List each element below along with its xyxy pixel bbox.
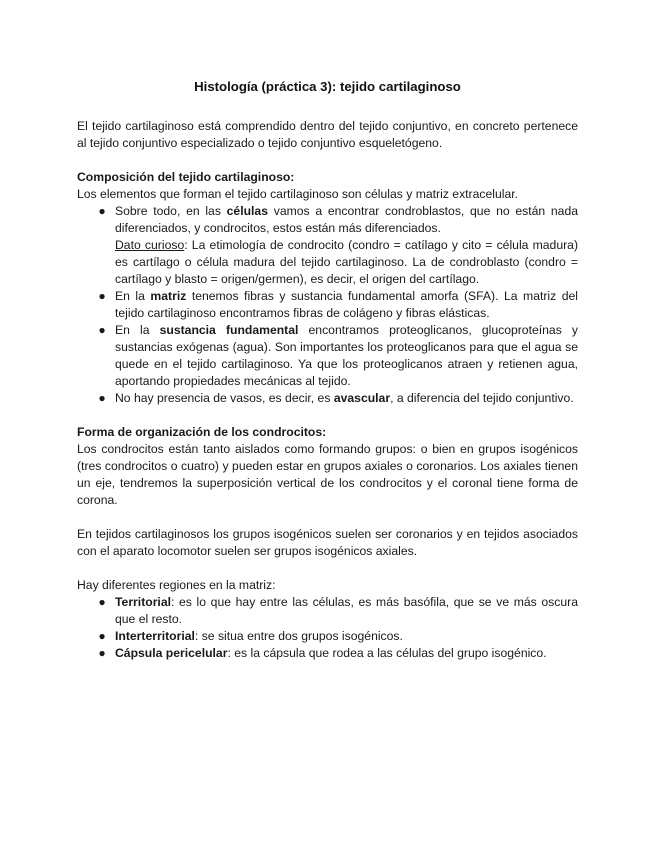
list-item: ● En la sustancia fundamental encontramos proteoglicanos, glucoproteínas y sustancias exógenas (agua). Son importantes los proteoglicanos para que el agua se quede en el tejido cartilaginoso. Ya que los proteoglicanos atraen y retienen agua, aportando propiedades mecánicas al tejido. (98, 323, 578, 388)
page-title: Histología (práctica 3): tejido cartilaginoso (194, 79, 461, 94)
list-item: ● En la matriz tenemos fibras y sustancia fundamental amorfa (SFA). La matriz del tejido cartilaginoso encontramos fibras de colágeno y fibras elásticas. (98, 289, 578, 320)
list-item: ● Territorial: es lo que hay entre las células, es más basófila, que se ve más oscura que el resto. (98, 595, 578, 626)
composition-heading: Composición del tejido cartilaginoso: (77, 170, 295, 184)
term-matriz: matriz (150, 289, 187, 303)
bullet-icon: ● (98, 204, 106, 218)
composition-list (77, 203, 578, 407)
bullet-icon: ● (98, 646, 106, 660)
term-avascular: avascular (333, 391, 391, 405)
list-item: ● Sobre todo, en las células vamos a encontrar condroblastos, que no están nada diferenciados, y condrocitos, estos están más diferenciados. Dato curioso: La etimología de condrocito (condro = catílago y cito = célula madura) es cartílago o célula madura del tejido cartilaginoso. La de condroblasto (condro = cartílago y blasto = origen/germen), es decir, el origen del cartílago. (98, 204, 579, 286)
term-interterritorial: Interterritorial (115, 629, 195, 643)
organization-heading: Forma de organización de los condrocitos: (77, 425, 327, 439)
list-item: ● No hay presencia de vasos, es decir, es avascular, a diferencia del tejido conjuntivo. (98, 391, 574, 405)
bullet-icon: ● (98, 595, 106, 609)
note-label: Dato curioso (115, 238, 185, 252)
list-item: ● Interterritorial: se situa entre dos grupos isogénicos. (98, 629, 403, 643)
bullet-icon: ● (98, 391, 106, 405)
regions-lead: Hay diferentes regiones en la matriz: (77, 578, 276, 592)
term-sustancia-fundamental: sustancia fundamental (159, 323, 299, 337)
intro-paragraph: El tejido cartilaginoso está comprendido dentro del tejido conjuntivo, en concreto pertenece al tejido conjuntivo especializado o tejido conjuntivo esqueletógeno. (77, 119, 578, 150)
term-celulas: células (226, 204, 268, 218)
composition-lead: Los elementos que forman el tejido cartilaginoso son células y matriz extracelular. (77, 187, 519, 201)
document-content (77, 78, 578, 662)
note-text: : La etimología de condrocito (condro = catílago y cito = célula madura) es cartílago o célula madura del tejido cartilaginoso. La de condroblasto (condro = cartílago y blasto = origen/germen), es decir, el origen del cartílago. (115, 238, 579, 286)
term-territorial: Territorial (115, 595, 171, 609)
bullet-icon: ● (98, 629, 106, 643)
organization-paragraph-1: Los condrocitos están tanto aislados como formando grupos: o bien en grupos isogénicos (tres condrocitos o cuatro) y pueden estar en grupos axiales o coronarios. Los axiales tienen un eje, tendremos la superposición vertical de los condrocitos y el coronal tiene forma de corona. (77, 442, 578, 507)
regions-list (77, 594, 578, 662)
list-item: ● Cápsula pericelular: es la cápsula que rodea a las células del grupo isogénico. (98, 646, 547, 660)
term-capsula-pericelular: Cápsula pericelular (115, 646, 228, 660)
bullet-icon: ● (98, 323, 106, 337)
organization-paragraph-2: En tejidos cartilaginosos los grupos isogénicos suelen ser coronarios y en tejidos asociados con el aparato locomotor suelen ser grupos isogénicos axiales. (77, 527, 578, 558)
bullet-icon: ● (98, 289, 106, 303)
